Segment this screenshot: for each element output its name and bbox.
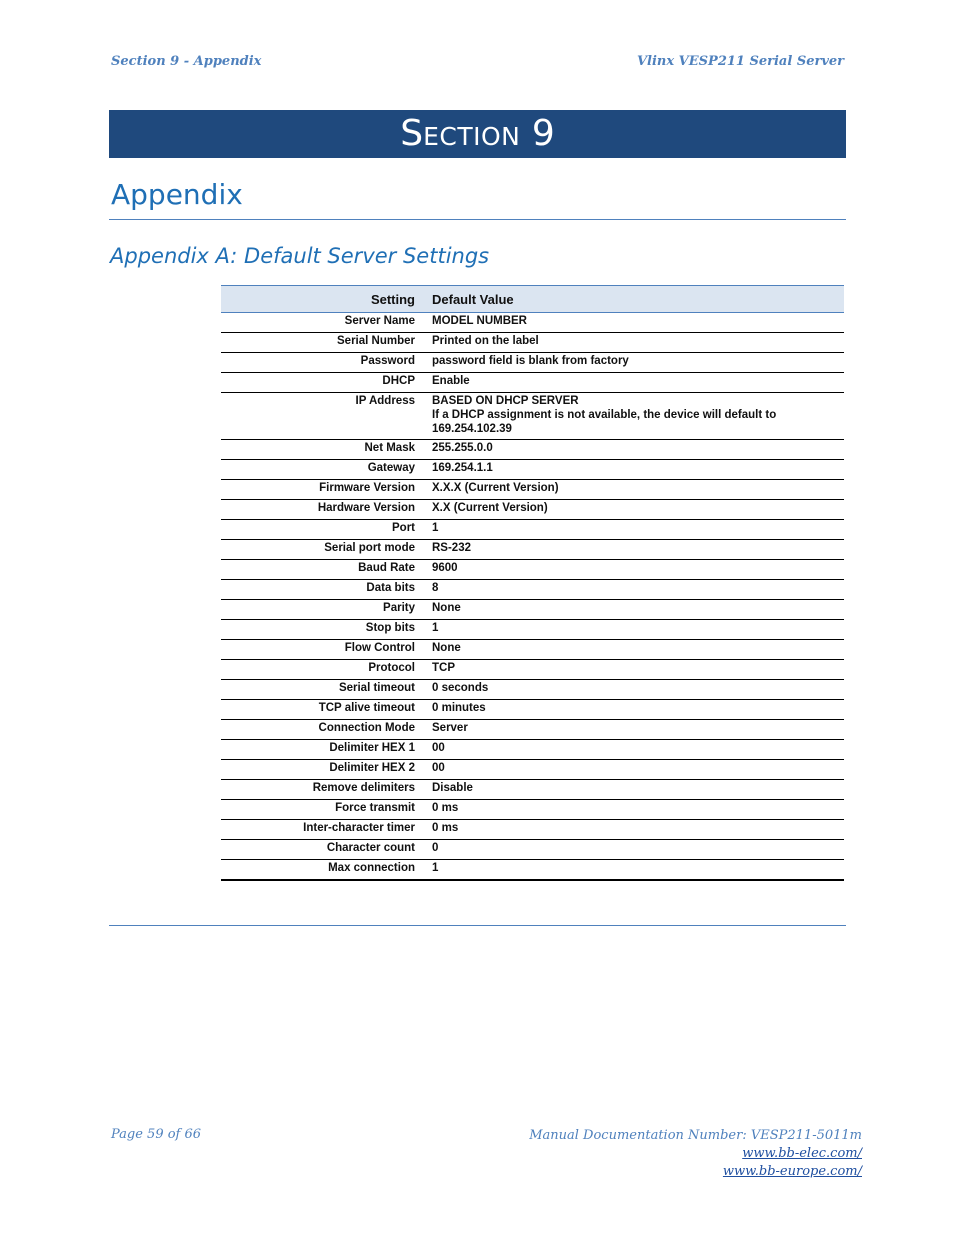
table-row [221,480,844,500]
default-value-cell: X.X (Current Version) [424,500,844,520]
column-header-default-value: Default Value [424,286,844,313]
default-value-cell [424,393,844,440]
column-header-setting: Setting [221,286,424,313]
setting-name-cell: Port [221,520,424,540]
table-row [221,560,844,580]
default-value-cell: 1 [424,520,844,540]
table-row [221,800,844,820]
table-row [221,680,844,700]
setting-name-cell: Firmware Version [221,480,424,500]
footer-doc-number: Manual Documentation Number: VESP211-5011m [529,1128,862,1143]
setting-name-cell: Inter-character timer [221,820,424,840]
default-value-cell: 0 seconds [424,680,844,700]
section-banner-word: ECTION [423,122,521,151]
table-header-row [221,286,844,313]
setting-name-cell: DHCP [221,373,424,393]
setting-name-cell: Character count [221,840,424,860]
footer-page-number: Page 59 of 66 [111,1127,202,1142]
table-row [221,640,844,660]
table-row [221,860,844,881]
setting-name-cell: Max connection [221,860,424,881]
setting-name-cell: Password [221,353,424,373]
table-row [221,720,844,740]
default-value-cell: Enable [424,373,844,393]
table-row [221,740,844,760]
setting-name-cell: Protocol [221,660,424,680]
default-value-cell: RS-232 [424,540,844,560]
setting-name-cell: Data bits [221,580,424,600]
setting-name-cell: Server Name [221,313,424,333]
table-row [221,333,844,353]
table-row [221,580,844,600]
footer-doc-info [529,1127,862,1181]
setting-name-cell: Gateway [221,460,424,480]
default-value-note: If a DHCP assignment is not available, the device will default to 169.254.102.39 [432,409,777,435]
setting-name-cell: Delimiter HEX 2 [221,760,424,780]
table-row [221,460,844,480]
default-value-cell: 255.255.0.0 [424,440,844,460]
default-value-cell: 0 ms [424,820,844,840]
default-value-cell: Server [424,720,844,740]
title-divider [109,219,846,220]
setting-name-cell: Parity [221,600,424,620]
table-row [221,760,844,780]
section-end-divider [109,925,846,926]
default-settings-table [221,285,844,881]
table-row [221,313,844,333]
section-banner-number: 9 [531,113,555,154]
table-row [221,820,844,840]
table-row [221,373,844,393]
default-value-cell: TCP [424,660,844,680]
header-product-name: Vlinx VESP211 Serial Server [636,54,844,69]
setting-name-cell: Connection Mode [221,720,424,740]
default-value-cell: 9600 [424,560,844,580]
header-section-label: Section 9 - Appendix [111,54,262,69]
setting-name-cell: Serial Number [221,333,424,353]
footer-link-bb-europe[interactable]: www.bb-europe.com/ [722,1164,862,1179]
default-value-cell: 1 [424,620,844,640]
default-value-cell: None [424,640,844,660]
default-value-cell: 0 [424,840,844,860]
setting-name-cell: Flow Control [221,640,424,660]
default-value-cell: X.X.X (Current Version) [424,480,844,500]
table-row [221,600,844,620]
setting-name-cell: TCP alive timeout [221,700,424,720]
default-value-cell: 8 [424,580,844,600]
table-row [221,780,844,800]
default-value-cell: MODEL NUMBER [424,313,844,333]
default-value-cell: None [424,600,844,620]
page-title: Appendix [111,178,243,211]
default-value-cell: password field is blank from factory [424,353,844,373]
table-row [221,700,844,720]
table-row [221,540,844,560]
default-value-cell: Disable [424,780,844,800]
default-value-cell: Printed on the label [424,333,844,353]
footer-link-bb-elec[interactable]: www.bb-elec.com/ [742,1146,862,1161]
default-value-cell: 0 minutes [424,700,844,720]
table-row [221,620,844,640]
setting-name-cell: Serial port mode [221,540,424,560]
default-value-cell: 0 ms [424,800,844,820]
default-value-line: BASED ON DHCP SERVER [432,395,579,407]
setting-name-cell: Force transmit [221,800,424,820]
setting-name-cell: Stop bits [221,620,424,640]
table-row [221,660,844,680]
table-row [221,440,844,460]
table-row [221,353,844,373]
table-row [221,840,844,860]
setting-name-cell: Baud Rate [221,560,424,580]
setting-name-cell: Delimiter HEX 1 [221,740,424,760]
setting-name-cell: Serial timeout [221,680,424,700]
setting-name-cell: Hardware Version [221,500,424,520]
default-value-cell: 00 [424,740,844,760]
table-row [221,500,844,520]
setting-name-cell: Net Mask [221,440,424,460]
table-row [221,520,844,540]
default-value-cell: 1 [424,860,844,881]
setting-name-cell: Remove delimiters [221,780,424,800]
default-value-cell: 169.254.1.1 [424,460,844,480]
default-value-cell: 00 [424,760,844,780]
table-row [221,393,844,440]
section-banner [109,110,846,158]
subsection-title: Appendix A: Default Server Settings [110,244,490,268]
section-banner-initial: S [400,113,424,154]
setting-name-cell: IP Address [221,393,424,440]
